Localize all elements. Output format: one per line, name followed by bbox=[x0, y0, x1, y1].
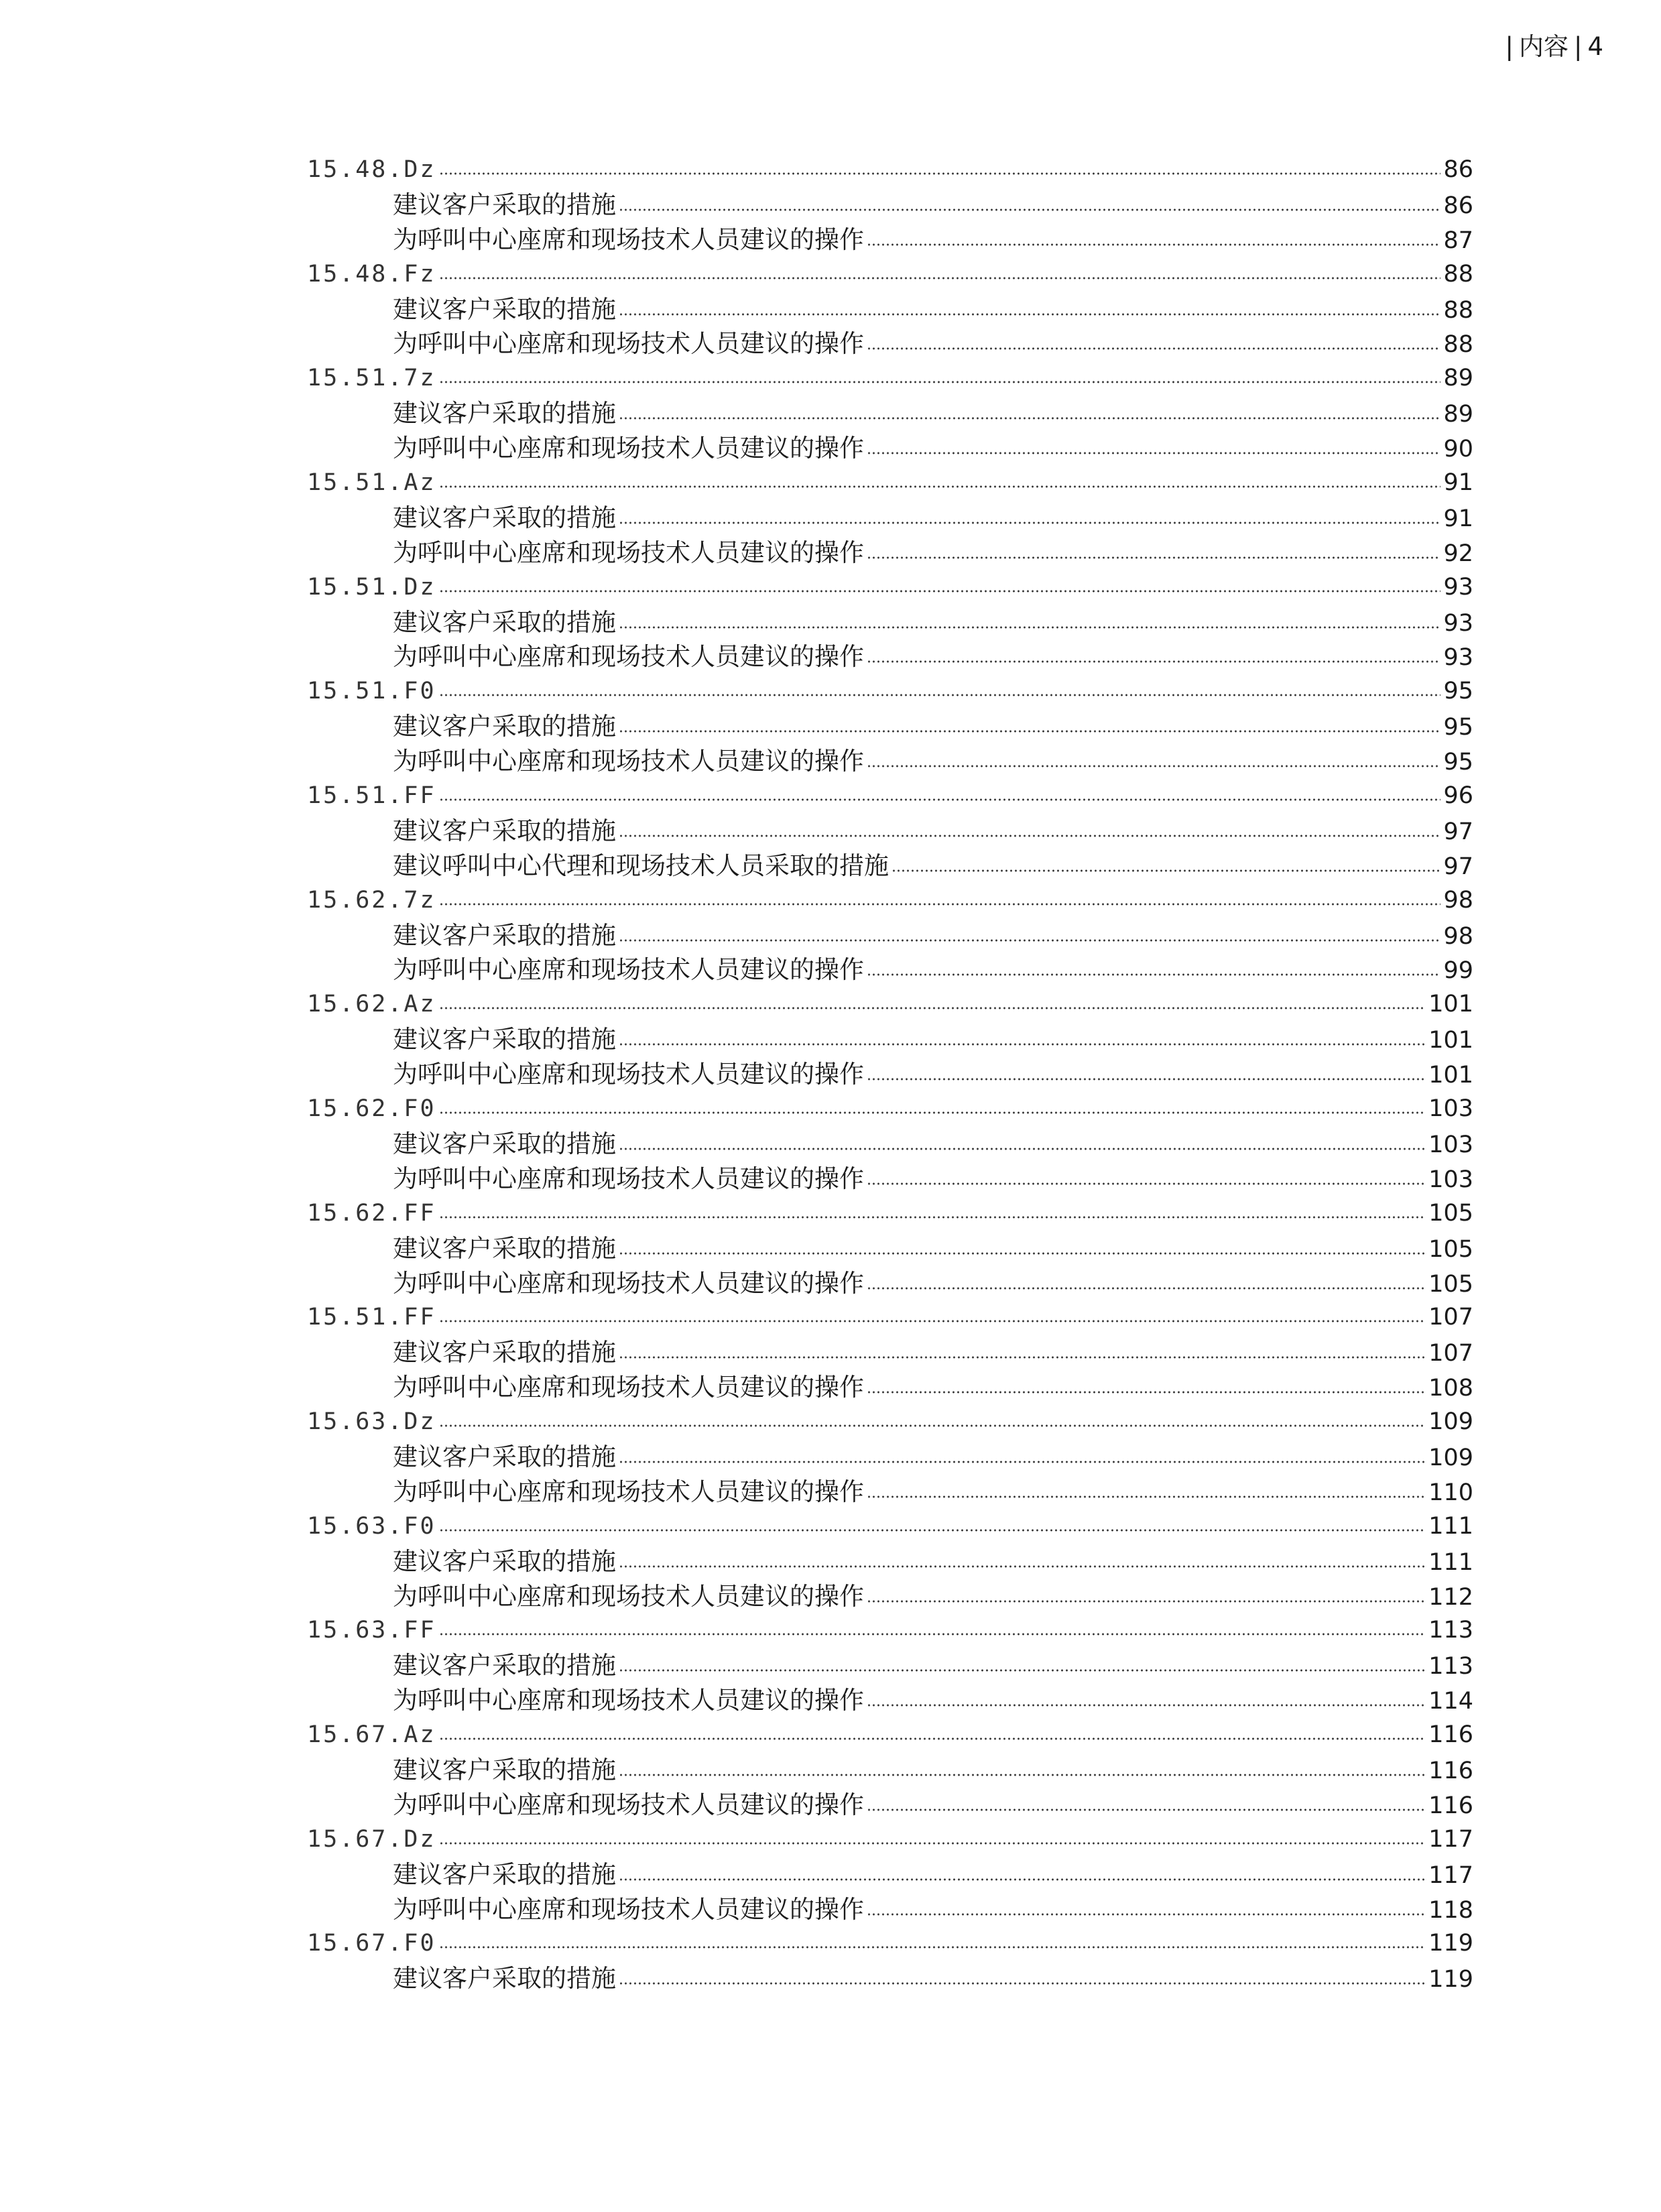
toc-page-number: 96 bbox=[1443, 782, 1473, 810]
toc-page-number: 91 bbox=[1443, 469, 1473, 497]
toc-entry-label: 建议客户采取的措施 bbox=[393, 503, 616, 532]
toc-subsection-entry[interactable] bbox=[307, 536, 1473, 570]
toc-page-number: 116 bbox=[1428, 1721, 1473, 1749]
toc-page-number: 95 bbox=[1443, 678, 1473, 705]
toc-subsection-entry[interactable] bbox=[307, 501, 1473, 536]
toc-page-number: 101 bbox=[1428, 991, 1473, 1018]
toc-subsection-entry[interactable] bbox=[307, 223, 1473, 257]
toc-page-number: 88 bbox=[1443, 296, 1473, 324]
toc-page-number: 101 bbox=[1428, 1027, 1473, 1054]
toc-entry-label: 建议客户采取的措施 bbox=[393, 1233, 616, 1263]
toc-entry-label: 15.67.Dz bbox=[307, 1825, 436, 1853]
toc-dot-leader bbox=[867, 1284, 1426, 1292]
toc-entry-label: 建议客户采取的措施 bbox=[393, 294, 616, 324]
toc-subsection-entry[interactable] bbox=[307, 1475, 1473, 1510]
toc-subsection-entry[interactable] bbox=[307, 1440, 1473, 1475]
toc-dot-leader bbox=[619, 205, 1440, 213]
toc-entry-label: 15.51.Az bbox=[307, 469, 436, 497]
toc-dot-leader bbox=[867, 1910, 1426, 1918]
toc-dot-leader bbox=[867, 1701, 1426, 1709]
toc-entry-label: 建议客户采取的措施 bbox=[393, 1964, 616, 1993]
toc-page-number: 90 bbox=[1443, 436, 1473, 463]
toc-section-entry[interactable] bbox=[307, 987, 1473, 1022]
toc-dot-leader bbox=[619, 831, 1440, 839]
toc-subsection-entry[interactable] bbox=[307, 639, 1473, 674]
toc-page-number: 118 bbox=[1428, 1896, 1473, 1924]
header-page-number: 4 bbox=[1587, 32, 1603, 61]
toc-page-number: 113 bbox=[1428, 1653, 1473, 1680]
table-of-contents bbox=[307, 153, 1473, 1996]
toc-entry-label: 15.62.Az bbox=[307, 991, 436, 1018]
toc-dot-leader bbox=[619, 1666, 1426, 1674]
toc-entry-label: 15.51.F0 bbox=[307, 678, 436, 705]
toc-subsection-entry[interactable] bbox=[307, 744, 1473, 779]
toc-dot-leader bbox=[439, 273, 1441, 282]
toc-entry-label: 建议客户采取的措施 bbox=[393, 712, 616, 741]
toc-dot-leader bbox=[867, 240, 1440, 248]
toc-dot-leader bbox=[439, 169, 1441, 177]
toc-page-number: 117 bbox=[1428, 1861, 1473, 1889]
toc-page-number: 93 bbox=[1443, 573, 1473, 601]
toc-dot-leader bbox=[439, 482, 1441, 490]
toc-dot-leader bbox=[867, 657, 1440, 665]
toc-page-number: 92 bbox=[1443, 540, 1473, 567]
toc-dot-leader bbox=[619, 623, 1440, 631]
toc-subsection-entry[interactable] bbox=[307, 1370, 1473, 1405]
toc-section-entry[interactable] bbox=[307, 153, 1473, 188]
toc-page-number: 114 bbox=[1428, 1688, 1473, 1715]
toc-entry-label: 为呼叫中心座席和现场技术人员建议的操作 bbox=[393, 225, 864, 254]
toc-subsection-entry[interactable] bbox=[307, 1231, 1473, 1266]
toc-entry-label: 为呼叫中心座席和现场技术人员建议的操作 bbox=[393, 1581, 864, 1611]
toc-page-number: 93 bbox=[1443, 609, 1473, 637]
header-section-title: 内容 bbox=[1518, 32, 1568, 61]
toc-entry-label: 15.63.F0 bbox=[307, 1512, 436, 1540]
toc-entry-label: 建议客户采取的措施 bbox=[393, 1651, 616, 1680]
toc-dot-leader bbox=[867, 761, 1440, 770]
toc-page-number: 103 bbox=[1428, 1095, 1473, 1123]
toc-subsection-entry[interactable] bbox=[307, 849, 1473, 883]
toc-subsection-entry[interactable] bbox=[307, 1683, 1473, 1718]
toc-page-number: 108 bbox=[1428, 1375, 1473, 1402]
toc-page-number: 86 bbox=[1443, 156, 1473, 183]
toc-page-number: 111 bbox=[1428, 1548, 1473, 1576]
toc-page-number: 93 bbox=[1443, 644, 1473, 672]
toc-section-entry[interactable] bbox=[307, 361, 1473, 396]
toc-dot-leader bbox=[867, 1388, 1426, 1396]
toc-dot-leader bbox=[619, 518, 1440, 526]
toc-entry-label: 15.67.Az bbox=[307, 1721, 436, 1749]
toc-page-number: 99 bbox=[1443, 957, 1473, 985]
toc-dot-leader bbox=[439, 1526, 1426, 1534]
toc-page-number: 88 bbox=[1443, 331, 1473, 359]
toc-subsection-entry[interactable] bbox=[307, 814, 1473, 849]
toc-page-number: 87 bbox=[1443, 227, 1473, 254]
toc-entry-label: 为呼叫中心座席和现场技术人员建议的操作 bbox=[393, 747, 864, 776]
toc-entry-label: 15.62.FF bbox=[307, 1199, 436, 1227]
toc-section-entry[interactable] bbox=[307, 883, 1473, 918]
toc-dot-leader bbox=[867, 1074, 1426, 1083]
toc-entry-label: 为呼叫中心座席和现场技术人员建议的操作 bbox=[393, 329, 864, 359]
toc-subsection-entry[interactable] bbox=[307, 709, 1473, 744]
toc-subsection-entry[interactable] bbox=[307, 918, 1473, 953]
toc-page-number: 111 bbox=[1428, 1512, 1473, 1540]
toc-dot-leader bbox=[439, 795, 1441, 803]
toc-entry-label: 建议客户采取的措施 bbox=[393, 816, 616, 845]
toc-page-number: 98 bbox=[1443, 922, 1473, 950]
toc-section-entry[interactable] bbox=[307, 1196, 1473, 1231]
toc-subsection-entry[interactable] bbox=[307, 1753, 1473, 1788]
toc-section-entry[interactable] bbox=[307, 570, 1473, 605]
toc-dot-leader bbox=[619, 1562, 1426, 1570]
toc-dot-leader bbox=[439, 1630, 1426, 1638]
toc-dot-leader bbox=[619, 1353, 1426, 1361]
toc-entry-label: 15.62.F0 bbox=[307, 1095, 436, 1123]
toc-entry-label: 建议客户采取的措施 bbox=[393, 920, 616, 950]
toc-entry-label: 建议客户采取的措施 bbox=[393, 1025, 616, 1054]
toc-entry-label: 为呼叫中心座席和现场技术人员建议的操作 bbox=[393, 538, 864, 567]
toc-subsection-entry[interactable] bbox=[307, 1961, 1473, 1996]
toc-subsection-entry[interactable] bbox=[307, 1266, 1473, 1301]
toc-entry-label: 建议客户采取的措施 bbox=[393, 399, 616, 428]
toc-dot-leader bbox=[439, 377, 1441, 385]
toc-entry-label: 为呼叫中心座席和现场技术人员建议的操作 bbox=[393, 642, 864, 672]
toc-subsection-entry[interactable] bbox=[307, 431, 1473, 466]
toc-dot-leader bbox=[867, 1492, 1426, 1500]
toc-dot-leader bbox=[867, 448, 1440, 456]
toc-page-number: 103 bbox=[1428, 1166, 1473, 1193]
toc-page-number: 89 bbox=[1443, 401, 1473, 428]
toc-dot-leader bbox=[867, 1179, 1426, 1187]
toc-dot-leader bbox=[619, 310, 1440, 318]
toc-page-number: 97 bbox=[1443, 818, 1473, 845]
toc-dot-leader bbox=[439, 1734, 1426, 1742]
toc-page-number: 117 bbox=[1428, 1825, 1473, 1853]
toc-subsection-entry[interactable] bbox=[307, 396, 1473, 431]
toc-entry-label: 建议客户采取的措施 bbox=[393, 1859, 616, 1889]
toc-dot-leader bbox=[439, 1943, 1426, 1951]
toc-entry-label: 建议客户采取的措施 bbox=[393, 1442, 616, 1471]
toc-page-number: 91 bbox=[1443, 505, 1473, 532]
toc-dot-leader bbox=[619, 727, 1440, 735]
toc-page-number: 119 bbox=[1428, 1930, 1473, 1957]
toc-subsection-entry[interactable] bbox=[307, 1022, 1473, 1057]
toc-dot-leader bbox=[867, 344, 1440, 352]
toc-dot-leader bbox=[619, 1457, 1426, 1465]
toc-page-number: 89 bbox=[1443, 365, 1473, 392]
toc-page-number: 109 bbox=[1428, 1444, 1473, 1471]
toc-page-number: 107 bbox=[1428, 1304, 1473, 1331]
toc-page-number: 105 bbox=[1428, 1270, 1473, 1298]
toc-entry-label: 建议呼叫中心代理和现场技术人员采取的措施 bbox=[393, 851, 889, 880]
toc-entry-label: 建议客户采取的措施 bbox=[393, 1129, 616, 1158]
toc-section-entry[interactable] bbox=[307, 779, 1473, 814]
toc-subsection-entry[interactable] bbox=[307, 1335, 1473, 1370]
toc-entry-label: 15.51.Dz bbox=[307, 573, 436, 601]
toc-page-number: 98 bbox=[1443, 886, 1473, 914]
toc-section-entry[interactable] bbox=[307, 1092, 1473, 1127]
toc-dot-leader bbox=[439, 1839, 1426, 1847]
toc-subsection-entry[interactable] bbox=[307, 953, 1473, 987]
toc-entry-label: 为呼叫中心座席和现场技术人员建议的操作 bbox=[393, 1477, 864, 1506]
toc-dot-leader bbox=[439, 1316, 1426, 1325]
toc-entry-label: 建议客户采取的措施 bbox=[393, 1755, 616, 1784]
toc-subsection-entry[interactable] bbox=[307, 1544, 1473, 1579]
toc-entry-label: 建议客户采取的措施 bbox=[393, 1338, 616, 1367]
toc-page-number: 86 bbox=[1443, 192, 1473, 219]
toc-page-number: 88 bbox=[1443, 260, 1473, 288]
toc-section-entry[interactable] bbox=[307, 257, 1473, 292]
toc-entry-label: 15.51.FF bbox=[307, 1304, 436, 1331]
toc-dot-leader bbox=[439, 1421, 1426, 1429]
toc-page-number: 105 bbox=[1428, 1199, 1473, 1227]
header-separator: | bbox=[1573, 32, 1583, 61]
toc-entry-label: 为呼叫中心座席和现场技术人员建议的操作 bbox=[393, 1373, 864, 1402]
toc-dot-leader bbox=[619, 1875, 1426, 1883]
toc-section-entry[interactable] bbox=[307, 466, 1473, 501]
toc-entry-label: 建议客户采取的措施 bbox=[393, 1546, 616, 1576]
toc-entry-label: 建议客户采取的措施 bbox=[393, 190, 616, 219]
toc-page-number: 105 bbox=[1428, 1235, 1473, 1263]
page-header bbox=[1500, 27, 1603, 67]
toc-dot-leader bbox=[439, 900, 1441, 908]
toc-subsection-entry[interactable] bbox=[307, 188, 1473, 223]
toc-dot-leader bbox=[619, 1770, 1426, 1778]
toc-entry-label: 15.67.F0 bbox=[307, 1930, 436, 1957]
toc-entry-label: 建议客户采取的措施 bbox=[393, 607, 616, 637]
toc-entry-label: 15.63.FF bbox=[307, 1617, 436, 1644]
toc-page-number: 95 bbox=[1443, 714, 1473, 741]
toc-section-entry[interactable] bbox=[307, 1926, 1473, 1961]
toc-subsection-entry[interactable] bbox=[307, 1892, 1473, 1927]
toc-dot-leader bbox=[619, 1979, 1426, 1987]
toc-section-entry[interactable] bbox=[307, 1300, 1473, 1335]
toc-dot-leader bbox=[867, 1805, 1426, 1813]
toc-dot-leader bbox=[439, 1108, 1426, 1116]
toc-page-number: 109 bbox=[1428, 1408, 1473, 1436]
toc-page-number: 95 bbox=[1443, 749, 1473, 776]
toc-dot-leader bbox=[439, 587, 1441, 595]
toc-entry-label: 为呼叫中心座席和现场技术人员建议的操作 bbox=[393, 1686, 864, 1715]
toc-entry-label: 15.63.Dz bbox=[307, 1408, 436, 1436]
toc-dot-leader bbox=[891, 866, 1440, 874]
toc-section-entry[interactable] bbox=[307, 1613, 1473, 1648]
toc-dot-leader bbox=[867, 1597, 1426, 1605]
toc-entry-label: 为呼叫中心座席和现场技术人员建议的操作 bbox=[393, 1894, 864, 1924]
toc-page-number: 110 bbox=[1428, 1479, 1473, 1506]
toc-section-entry[interactable] bbox=[307, 1823, 1473, 1857]
toc-dot-leader bbox=[619, 936, 1440, 944]
toc-section-entry[interactable] bbox=[307, 674, 1473, 709]
toc-entry-label: 为呼叫中心座席和现场技术人员建议的操作 bbox=[393, 1790, 864, 1819]
toc-page-number: 103 bbox=[1428, 1131, 1473, 1158]
toc-entry-label: 为呼叫中心座席和现场技术人员建议的操作 bbox=[393, 1268, 864, 1298]
toc-entry-label: 15.62.7z bbox=[307, 886, 436, 914]
toc-entry-label: 为呼叫中心座席和现场技术人员建议的操作 bbox=[393, 434, 864, 463]
toc-subsection-entry[interactable] bbox=[307, 605, 1473, 640]
toc-dot-leader bbox=[619, 1040, 1426, 1048]
toc-entry-label: 15.48.Dz bbox=[307, 156, 436, 183]
toc-subsection-entry[interactable] bbox=[307, 1788, 1473, 1823]
toc-dot-leader bbox=[619, 1144, 1426, 1152]
toc-section-entry[interactable] bbox=[307, 1405, 1473, 1440]
toc-dot-leader bbox=[439, 690, 1441, 698]
toc-subsection-entry[interactable] bbox=[307, 1579, 1473, 1614]
toc-subsection-entry[interactable] bbox=[307, 1648, 1473, 1683]
toc-dot-leader bbox=[439, 1003, 1426, 1011]
toc-dot-leader bbox=[867, 970, 1440, 978]
toc-subsection-entry[interactable] bbox=[307, 1057, 1473, 1092]
toc-entry-label: 为呼叫中心座席和现场技术人员建议的操作 bbox=[393, 955, 864, 985]
toc-dot-leader bbox=[867, 553, 1440, 561]
toc-dot-leader bbox=[439, 1213, 1426, 1221]
toc-subsection-entry[interactable] bbox=[307, 1162, 1473, 1196]
toc-entry-label: 15.51.7z bbox=[307, 365, 436, 392]
toc-page-number: 116 bbox=[1428, 1792, 1473, 1819]
toc-entry-label: 15.48.Fz bbox=[307, 260, 436, 288]
toc-page-number: 113 bbox=[1428, 1617, 1473, 1644]
header-separator: | bbox=[1505, 32, 1514, 61]
toc-page-number: 116 bbox=[1428, 1757, 1473, 1784]
toc-subsection-entry[interactable] bbox=[307, 292, 1473, 327]
toc-subsection-entry[interactable] bbox=[307, 1127, 1473, 1162]
toc-subsection-entry[interactable] bbox=[307, 326, 1473, 361]
toc-page-number: 119 bbox=[1428, 1966, 1473, 1993]
toc-dot-leader bbox=[619, 414, 1440, 422]
toc-section-entry[interactable] bbox=[307, 1510, 1473, 1544]
toc-page-number: 101 bbox=[1428, 1062, 1473, 1089]
toc-page-number: 107 bbox=[1428, 1340, 1473, 1367]
toc-entry-label: 为呼叫中心座席和现场技术人员建议的操作 bbox=[393, 1164, 864, 1193]
toc-subsection-entry[interactable] bbox=[307, 1857, 1473, 1892]
toc-section-entry[interactable] bbox=[307, 1718, 1473, 1753]
toc-entry-label: 为呼叫中心座席和现场技术人员建议的操作 bbox=[393, 1060, 864, 1089]
toc-dot-leader bbox=[619, 1249, 1426, 1257]
toc-entry-label: 15.51.FF bbox=[307, 782, 436, 810]
toc-page-number: 112 bbox=[1428, 1583, 1473, 1611]
toc-page-number: 97 bbox=[1443, 853, 1473, 880]
